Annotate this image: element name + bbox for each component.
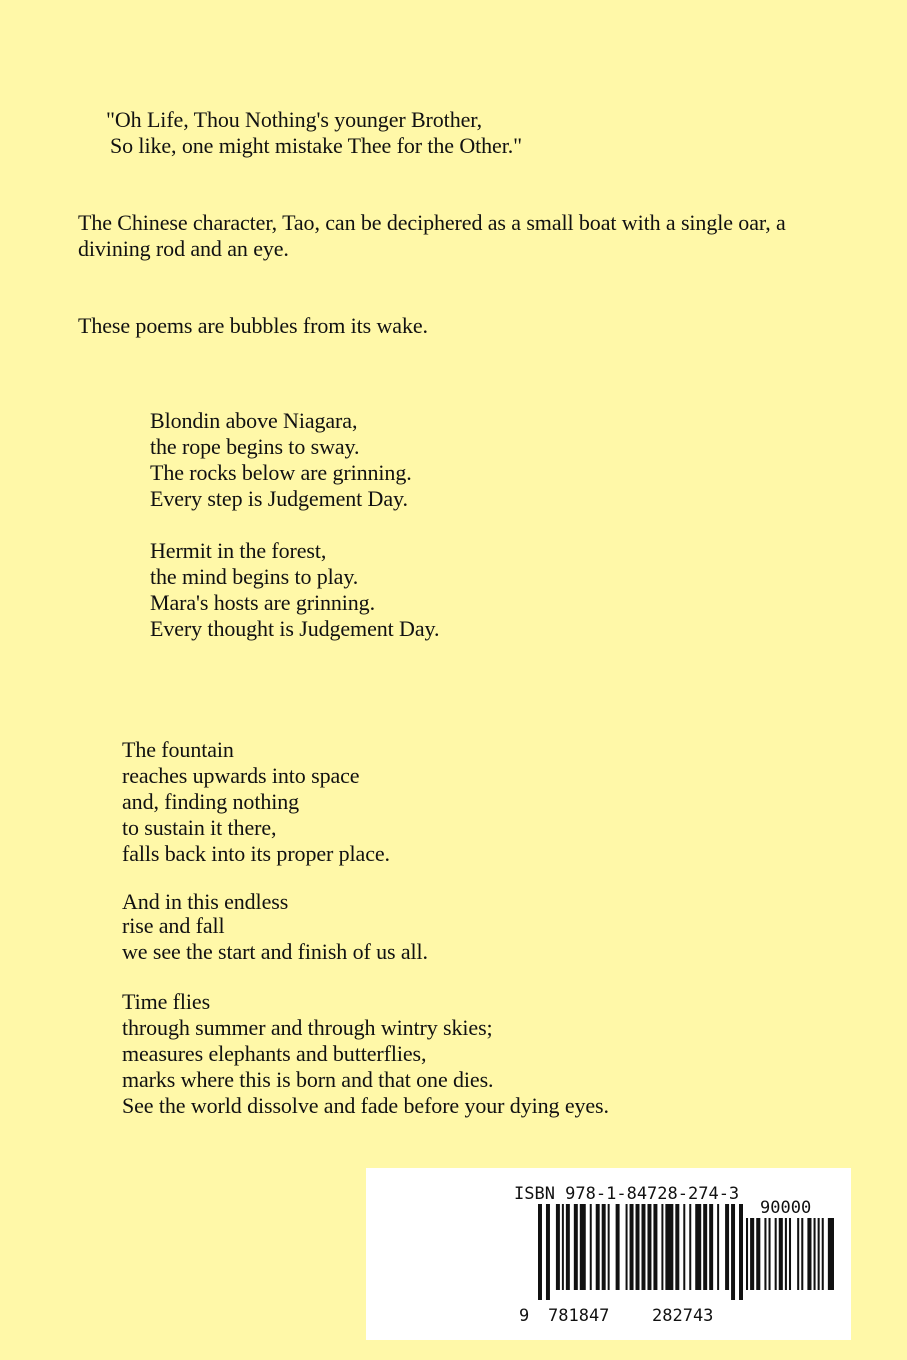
poem1-stanza1-line-4: Every step is Judgement Day.	[150, 486, 408, 511]
barcode-bar	[636, 1204, 640, 1290]
price-code: 90000	[760, 1198, 812, 1218]
barcode-bar	[574, 1204, 578, 1290]
barcode-bar	[709, 1204, 713, 1290]
barcode-bar	[683, 1204, 685, 1290]
barcode-bar	[801, 1218, 803, 1290]
barcode-bar	[717, 1204, 719, 1290]
barcode-bar	[665, 1204, 673, 1290]
barcode-bar	[596, 1204, 600, 1290]
barcode-bar	[725, 1204, 729, 1290]
barcode-bar	[538, 1204, 542, 1300]
poem1-stanza2-line-4: Every thought is Judgement Day.	[150, 616, 440, 641]
poem2-stanza1-line-3: and, finding nothing	[122, 789, 300, 814]
barcode-bar	[818, 1218, 820, 1290]
poem2-stanza1-line-4: to sustain it there,	[122, 815, 277, 840]
poem1-stanza2-line-3: Mara's hosts are grinning.	[150, 590, 375, 615]
barcode-bar	[807, 1218, 811, 1290]
barcode-bar	[822, 1218, 824, 1290]
intro-line-2: divining rod and an eye.	[78, 236, 289, 261]
barcode-bar	[797, 1218, 799, 1290]
barcode-digit-lead: 9	[519, 1306, 530, 1326]
poem1-stanza1-line-2: the rope begins to sway.	[150, 434, 360, 459]
barcode-bar	[616, 1204, 620, 1290]
barcode-bar	[695, 1204, 701, 1290]
price-addon-barcode	[746, 1218, 834, 1290]
poem2-stanza2-line-2: rise and fall	[122, 913, 225, 938]
barcode-bar	[764, 1218, 766, 1290]
barcode-bar	[641, 1204, 645, 1290]
isbn-label: ISBN 978-1-84728-274-3	[514, 1184, 740, 1204]
barcode-bar	[608, 1204, 610, 1290]
barcode-bar	[566, 1204, 570, 1290]
barcode-bar	[731, 1204, 735, 1300]
barcode-bar	[779, 1218, 783, 1290]
barcode-panel	[366, 1168, 851, 1340]
intro-line-3: These poems are bubbles from its wake.	[78, 313, 428, 338]
poem2-stanza3-line-1: Time flies	[122, 989, 211, 1014]
barcode-bar	[647, 1204, 651, 1290]
poem2-stanza3-line-4: marks where this is born and that one dies.	[122, 1067, 494, 1092]
poem2-stanza2-line-3: we see the start and finish of us all.	[122, 939, 428, 964]
barcode-bar	[750, 1218, 754, 1290]
barcode-bar	[602, 1204, 606, 1290]
barcode-bar	[789, 1218, 791, 1290]
barcode-digit-group-2: 282743	[652, 1306, 714, 1326]
epigraph-line-1: "Oh Life, Thou Nothing's younger Brother,	[106, 107, 483, 132]
barcode-bar	[814, 1218, 816, 1290]
barcode-bar	[703, 1204, 707, 1290]
poem2-stanza3-line-3: measures elephants and butterflies,	[122, 1041, 427, 1066]
barcode-bar	[653, 1204, 657, 1290]
barcode-bar	[661, 1204, 663, 1290]
barcode-bar	[756, 1218, 760, 1290]
barcode-bar	[562, 1204, 564, 1290]
barcode-bar	[630, 1204, 634, 1290]
barcode-bar	[580, 1204, 586, 1290]
barcode-bar	[590, 1204, 592, 1290]
poem2-stanza1-line-2: reaches upwards into space	[122, 763, 360, 788]
poem1-stanza1-line-3: The rocks below are grinning.	[150, 460, 412, 485]
barcode-bar	[746, 1218, 748, 1290]
barcode-bar	[626, 1204, 628, 1290]
barcode-bar	[785, 1218, 787, 1290]
intro-line-1: The Chinese character, Tao, can be deciphered as a small boat with a single oar, a	[78, 210, 786, 235]
barcode-digit-group-1: 781847	[548, 1306, 610, 1326]
barcode-bar	[769, 1218, 771, 1290]
barcode-bar	[775, 1218, 777, 1290]
poem1-stanza2-line-1: Hermit in the forest,	[150, 538, 327, 563]
barcode-bar	[556, 1204, 560, 1290]
barcode-bar	[546, 1204, 550, 1300]
isbn-barcode	[538, 1204, 743, 1300]
barcode-bar	[828, 1218, 834, 1290]
poem2-stanza1-line-5: falls back into its proper place.	[122, 841, 390, 866]
poem2-stanza1-line-1: The fountain	[122, 737, 234, 762]
poem2-stanza2-line-1: And in this endless	[122, 889, 289, 914]
poem2-stanza3-line-5: See the world dissolve and fade before your dying eyes.	[122, 1093, 609, 1118]
poem2-stanza3-line-2: through summer and through wintry skies;	[122, 1015, 493, 1040]
barcode-bar	[739, 1204, 743, 1300]
barcode-bar	[689, 1204, 691, 1290]
epigraph-line-2: So like, one might mistake Thee for the Other."	[110, 133, 523, 158]
poem1-stanza2-line-2: the mind begins to play.	[150, 564, 359, 589]
poem1-stanza1-line-1: Blondin above Niagara,	[150, 408, 358, 433]
barcode-bar	[675, 1204, 679, 1290]
